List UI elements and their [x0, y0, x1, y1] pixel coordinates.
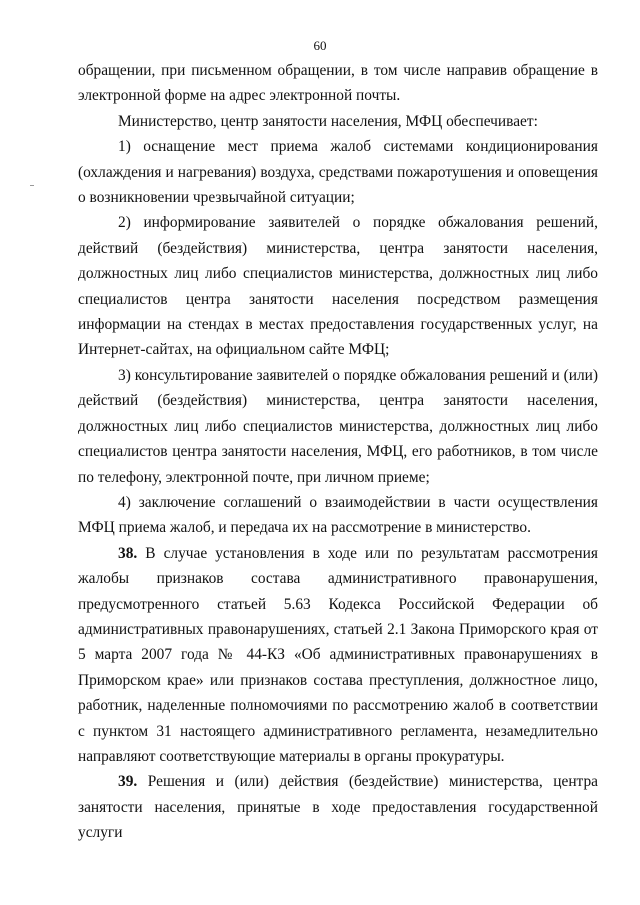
section-number: 39.	[118, 773, 138, 791]
paragraph-text: 3) консультирование заявителей о порядке обжалования решений и (или) действий (бездействия) министерства, центра занятости населения, должностных лиц либо специалистов министерства, должностных лиц либо специалистов центра занятости населения, МФЦ, его работников, в том числе по телефону, электронной почте, при личном приеме;	[78, 366, 598, 486]
paragraph-text: 2) информирование заявителей о порядке обжалования решений, действий (бездействия) министерства, центра занятости населения, должностных лиц либо специалистов министерства, должностных лиц либо специалистов центра занятости населения посредством размещения информации на стендах в местах предоставления государственных услуг, на Интернет-сайтах, на официальном сайте МФЦ;	[78, 214, 598, 359]
margin-mark	[30, 185, 34, 186]
page-number: 60	[313, 38, 327, 53]
document-body	[78, 58, 598, 846]
paragraph-text: 1) оснащение мест приема жалоб системами кондиционирования (охлаждения и нагревания) воздуха, средствами пожаротушения и оповещения о возникновении чрезвычайной ситуации;	[78, 138, 598, 207]
list-item-2	[78, 210, 598, 362]
paragraph-text: В случае установления в ходе или по результатам рассмотрения жалобы признаков состава административного правонарушения, предусмотренного статьей 5.63 Кодекса Российской Федерации об административных правонарушениях, статьей 2.1 Закона Приморского края от 5 марта 2007 года № 44-КЗ «Об административных правонарушениях в Приморском крае» или признаков состава преступления, должностное лицо, работник, наделенные полномочиями по рассмотрению жалоб в соответствии с пунктом 31 настоящего административного регламента, незамедлительно направляют соответствующие материалы в органы прокуратуры.	[78, 544, 598, 765]
paragraph-continuation	[78, 58, 598, 109]
list-item-1	[78, 134, 598, 210]
paragraph-text: Решения и (или) действия (бездействие) министерства, центра занятости населения, принятые в ходе предоставления государственной услуги	[78, 773, 598, 842]
section-38	[78, 541, 598, 770]
paragraph-text: обращении, при письменном обращении, в том числе направив обращение в электронной форме на адрес электронной почты.	[78, 62, 598, 105]
section-39	[78, 769, 598, 845]
section-number: 38.	[118, 544, 138, 562]
list-item-3	[78, 363, 598, 490]
paragraph-text: Министерство, центр занятости населения, МФЦ обеспечивает:	[118, 112, 538, 130]
paragraph-text: 4) заключение соглашений о взаимодействии в части осуществления МФЦ приема жалоб, и передача их на рассмотрение в министерство.	[78, 493, 598, 537]
list-item-4	[78, 490, 598, 541]
paragraph-intro	[78, 109, 598, 134]
